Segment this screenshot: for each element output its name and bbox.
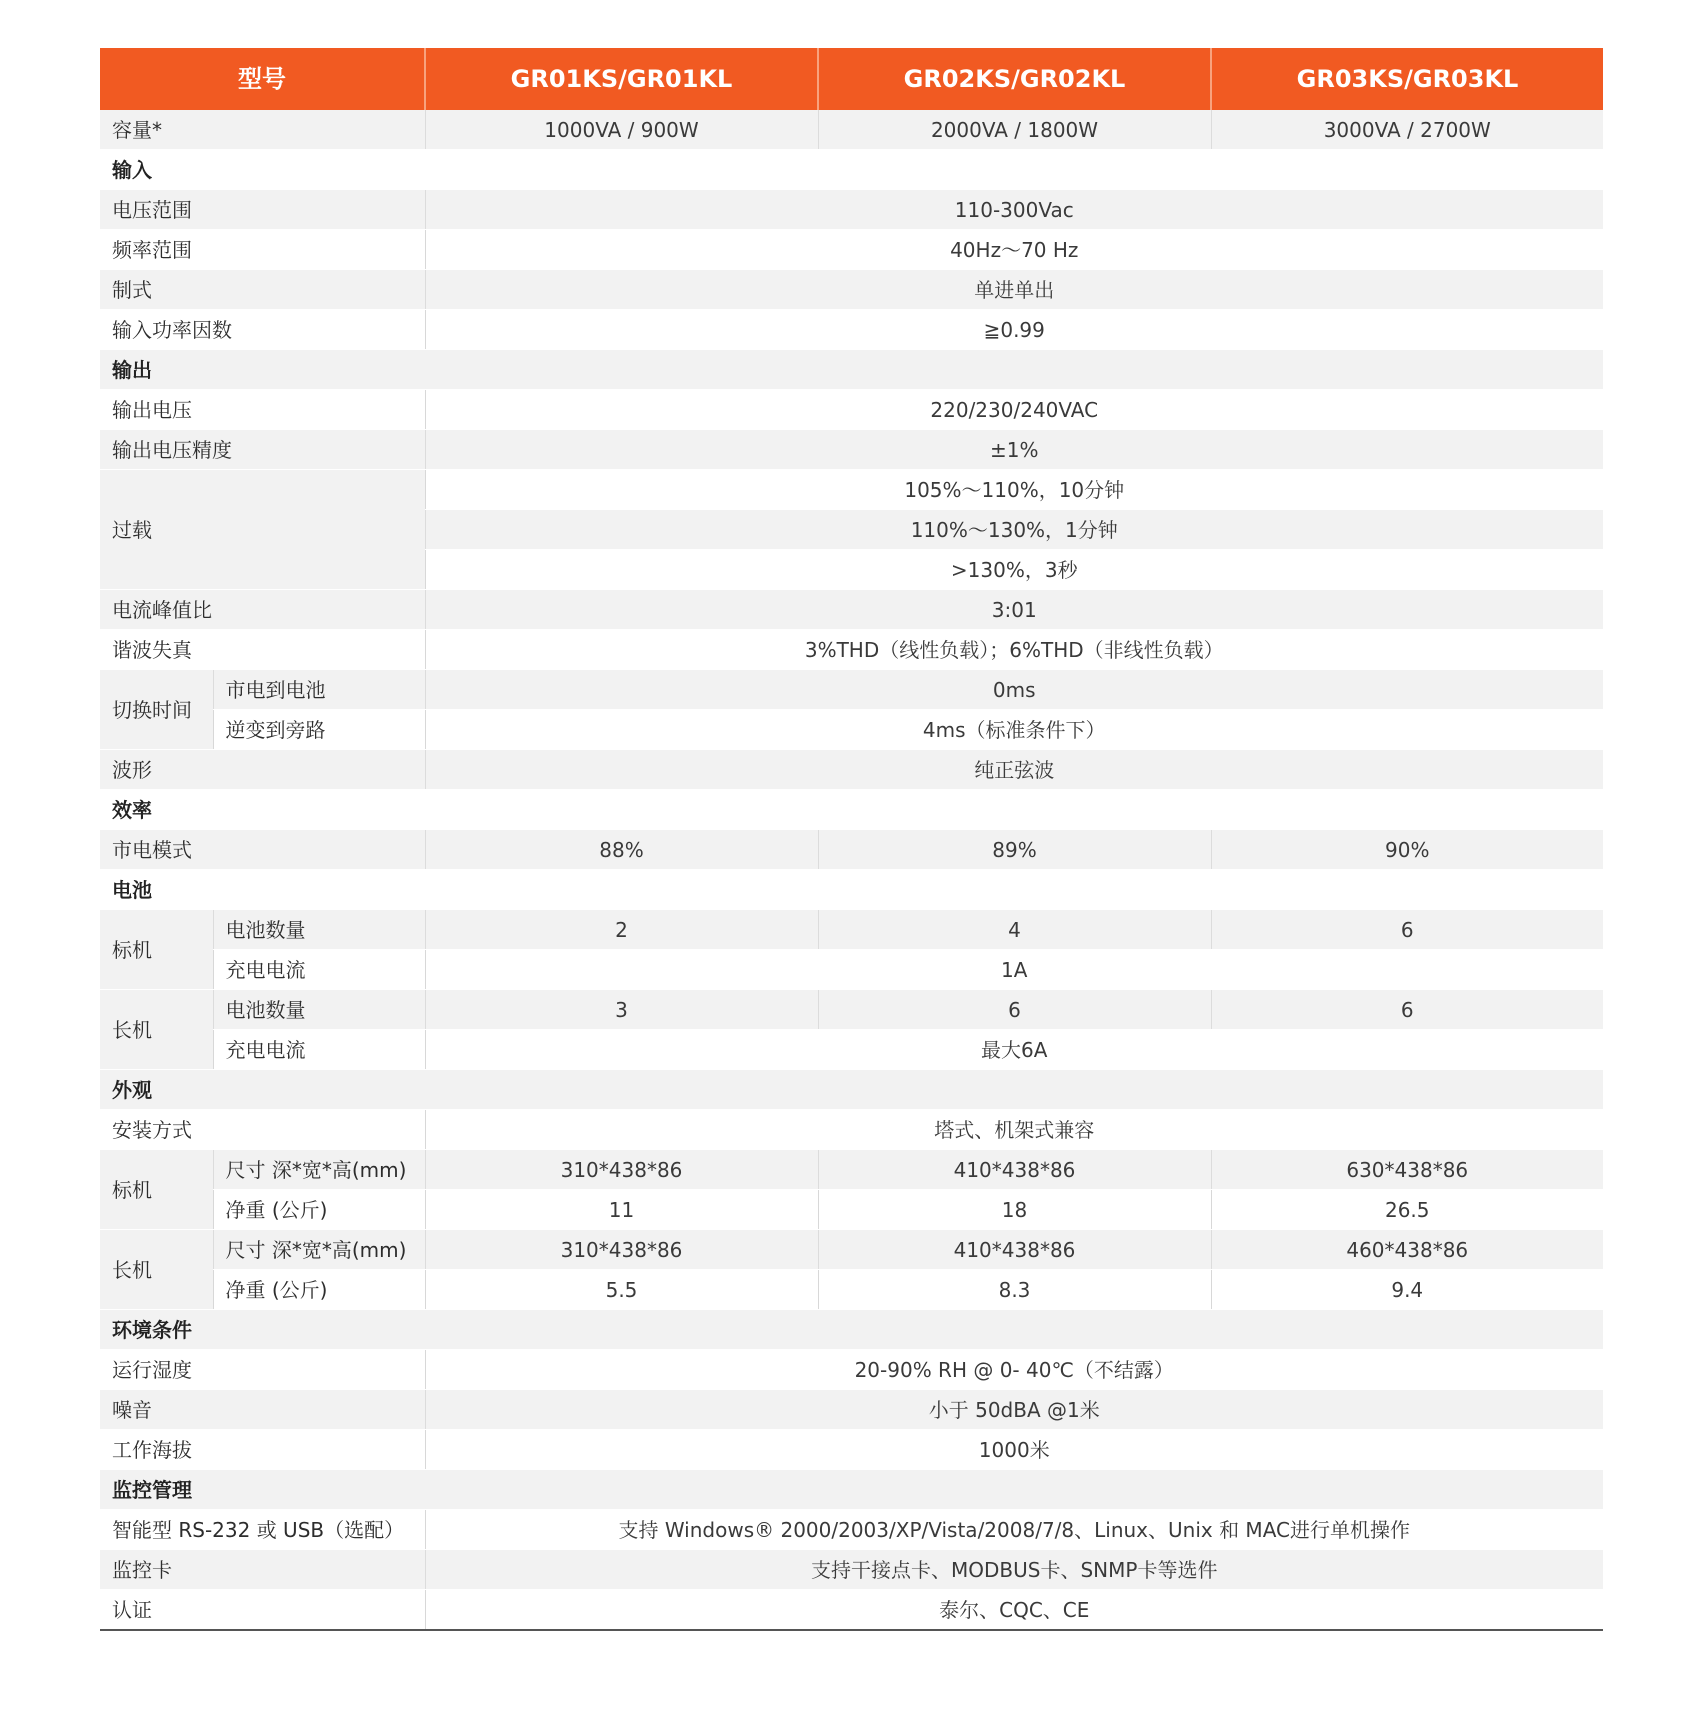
section-title: 监控管理 (100, 1470, 1603, 1510)
table-row (100, 1390, 1603, 1430)
cell-value: 3:01 (425, 590, 1603, 630)
table-row (100, 270, 1603, 310)
table-row (100, 310, 1603, 350)
table-row (100, 1030, 1603, 1070)
cell-value: 310*438*86 (425, 1230, 818, 1270)
row-label: 标机 (100, 910, 213, 990)
cell-value: 6 (1211, 990, 1603, 1030)
section-row (100, 350, 1603, 390)
cell-value: 18 (818, 1190, 1211, 1230)
section-row (100, 150, 1603, 190)
table-row (100, 830, 1603, 870)
cell-value: 110-300Vac (425, 190, 1603, 230)
table-row (100, 430, 1603, 470)
cell-value: 11 (425, 1190, 818, 1230)
table-row (100, 910, 1603, 950)
cell-value: 630*438*86 (1211, 1150, 1603, 1190)
section-title: 环境条件 (100, 1310, 1603, 1350)
table-row (100, 1110, 1603, 1150)
cell-value: 110%～130%，1分钟 (425, 510, 1603, 550)
cell-value: >130%，3秒 (425, 550, 1603, 590)
sub-label: 充电电流 (213, 1030, 425, 1070)
table-row (100, 750, 1603, 790)
row-label: 认证 (100, 1590, 425, 1631)
section-row (100, 790, 1603, 830)
table-row (100, 670, 1603, 710)
section-row (100, 1470, 1603, 1510)
cell-value: 26.5 (1211, 1190, 1603, 1230)
row-label: 容量* (100, 110, 425, 150)
cell-value: 310*438*86 (425, 1150, 818, 1190)
sub-label: 净重 (公斤) (213, 1190, 425, 1230)
table-row (100, 1270, 1603, 1310)
section-title: 效率 (100, 790, 1603, 830)
cell-value: 最大6A (425, 1030, 1603, 1070)
cell-value: 90% (1211, 830, 1603, 870)
row-label: 智能型 RS-232 或 USB（选配） (100, 1510, 425, 1550)
model-col-2: GR02KS/GR02KL (818, 48, 1211, 110)
table-row (100, 1190, 1603, 1230)
section-row (100, 1310, 1603, 1350)
table-row (100, 590, 1603, 630)
cell-value: 0ms (425, 670, 1603, 710)
cell-value: 4ms（标准条件下） (425, 710, 1603, 750)
sub-label: 市电到电池 (213, 670, 425, 710)
table-row (100, 1590, 1603, 1631)
cell-value: 3 (425, 990, 818, 1030)
table-row (100, 470, 1603, 510)
table-row (100, 990, 1603, 1030)
row-label: 工作海拔 (100, 1430, 425, 1470)
cell-value: 20-90% RH @ 0- 40℃（不结露） (425, 1350, 1603, 1390)
cell-value: 410*438*86 (818, 1230, 1211, 1270)
table-row (100, 230, 1603, 270)
row-label: 运行湿度 (100, 1350, 425, 1390)
row-label: 输入功率因数 (100, 310, 425, 350)
section-row (100, 870, 1603, 910)
row-label: 市电模式 (100, 830, 425, 870)
row-label: 长机 (100, 990, 213, 1070)
section-title: 外观 (100, 1070, 1603, 1110)
capacity-row (100, 110, 1603, 150)
header-row (100, 48, 1603, 110)
section-title: 电池 (100, 870, 1603, 910)
cell-value: 88% (425, 830, 818, 870)
sub-label: 净重 (公斤) (213, 1270, 425, 1310)
cell-value: 89% (818, 830, 1211, 870)
model-header: 型号 (100, 48, 425, 110)
row-label: 长机 (100, 1230, 213, 1310)
row-label: 波形 (100, 750, 425, 790)
cell-value: 9.4 (1211, 1270, 1603, 1310)
cell-value: 1000米 (425, 1430, 1603, 1470)
cell-value: 塔式、机架式兼容 (425, 1110, 1603, 1150)
section-title: 输出 (100, 350, 1603, 390)
cell-value: 220/230/240VAC (425, 390, 1603, 430)
row-label: 安装方式 (100, 1110, 425, 1150)
cell-value: 40Hz～70 Hz (425, 230, 1603, 270)
sub-label: 充电电流 (213, 950, 425, 990)
cell-value: 105%～110%，10分钟 (425, 470, 1603, 510)
cell-value: 纯正弦波 (425, 750, 1603, 790)
cell-value: 2000VA / 1800W (818, 110, 1211, 150)
cell-value: 460*438*86 (1211, 1230, 1603, 1270)
model-col-1: GR01KS/GR01KL (425, 48, 818, 110)
row-label: 切换时间 (100, 670, 213, 750)
table-row (100, 710, 1603, 750)
model-col-3: GR03KS/GR03KL (1211, 48, 1603, 110)
section-title: 输入 (100, 150, 1603, 190)
row-label: 制式 (100, 270, 425, 310)
table-row (100, 390, 1603, 430)
row-label: 电压范围 (100, 190, 425, 230)
cell-value: 8.3 (818, 1270, 1211, 1310)
cell-value: 单进单出 (425, 270, 1603, 310)
cell-value: ≧0.99 (425, 310, 1603, 350)
cell-value: 410*438*86 (818, 1150, 1211, 1190)
sub-label: 尺寸 深*宽*高(mm) (213, 1230, 425, 1270)
table-row (100, 1150, 1603, 1190)
cell-value: ±1% (425, 430, 1603, 470)
table-row (100, 190, 1603, 230)
cell-value: 泰尔、CQC、CE (425, 1590, 1603, 1631)
cell-value: 2 (425, 910, 818, 950)
table-row (100, 1430, 1603, 1470)
cell-value: 5.5 (425, 1270, 818, 1310)
cell-value: 6 (818, 990, 1211, 1030)
row-label: 噪音 (100, 1390, 425, 1430)
row-label: 监控卡 (100, 1550, 425, 1590)
table-row (100, 1230, 1603, 1270)
table-row (100, 630, 1603, 670)
cell-value: 3%THD（线性负载）；6%THD（非线性负载） (425, 630, 1603, 670)
cell-value: 支持干接点卡、MODBUS卡、SNMP卡等选件 (425, 1550, 1603, 1590)
cell-value: 小于 50dBA @1米 (425, 1390, 1603, 1430)
table-row (100, 1510, 1603, 1550)
sub-label: 电池数量 (213, 910, 425, 950)
cell-value: 1000VA / 900W (425, 110, 818, 150)
cell-value: 4 (818, 910, 1211, 950)
row-label: 谐波失真 (100, 630, 425, 670)
row-label: 频率范围 (100, 230, 425, 270)
section-row (100, 1070, 1603, 1110)
table-row (100, 1550, 1603, 1590)
row-label: 标机 (100, 1150, 213, 1230)
sub-label: 逆变到旁路 (213, 710, 425, 750)
row-label: 过载 (100, 470, 425, 590)
cell-value: 6 (1211, 910, 1603, 950)
row-label: 输出电压精度 (100, 430, 425, 470)
table-row (100, 950, 1603, 990)
row-label: 电流峰值比 (100, 590, 425, 630)
cell-value: 支持 Windows® 2000/2003/XP/Vista/2008/7/8、Linux、Unix 和 MAC进行单机操作 (425, 1510, 1603, 1550)
cell-value: 3000VA / 2700W (1211, 110, 1603, 150)
spec-table (100, 48, 1603, 1631)
sub-label: 尺寸 深*宽*高(mm) (213, 1150, 425, 1190)
row-label: 输出电压 (100, 390, 425, 430)
sub-label: 电池数量 (213, 990, 425, 1030)
cell-value: 1A (425, 950, 1603, 990)
table-row (100, 1350, 1603, 1390)
